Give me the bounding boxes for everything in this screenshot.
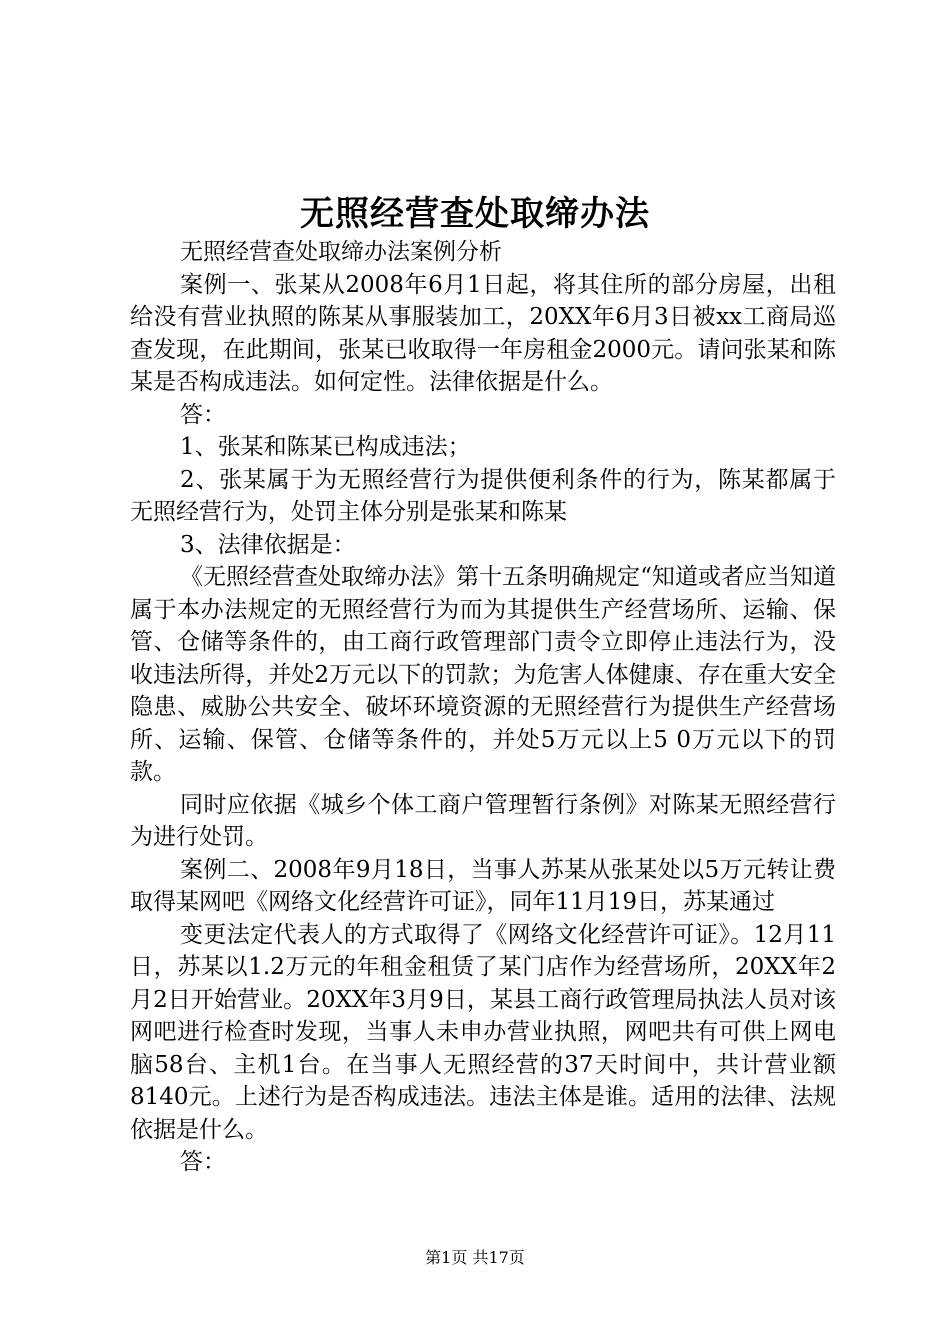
paragraph-legal-basis: 《无照经营查处取缔办法》第十五条明确规定“知道或者应当知道属于本办法规定的无照经营行为而为其提供生产经营场所、运输、保管、仓储等条件的，由工商行政管理部门责令立即停止违法行为，没收违法所得，并处2万元以下的罚款；为危害人体健康、存在重大安全隐患、威胁公共安全、破坏环境资源的无照经营行为提供生产经营场所、运输、保管、仓储等条件的，并处5万元以上5 0万元以下的罚款。: [130, 564, 836, 785]
paragraph-answer-point-2: 2、张某属于为无照经营行为提供便利条件的行为，陈某都属于无照经营行为，处罚主体分别是张某和陈某: [130, 466, 836, 525]
paragraph-answer-label: 答：: [180, 401, 226, 428]
paragraph-additional-basis: 同时应依据《城乡个体工商户管理暂行条例》对陈某无照经营行为进行处罚。: [130, 791, 836, 850]
document-title: 无照经营查处取缔办法: [300, 194, 650, 234]
page-number: 第1页 共17页: [425, 1248, 525, 1267]
paragraph-answer-point-3: 3、法律依据是：: [180, 531, 356, 558]
paragraph-answer-point-1: 1、张某和陈某已构成违法；: [180, 434, 471, 460]
paragraph-case-two-continued: 变更法定代表人的方式取得了《网络文化经营许可证》。12月11日，苏某以1.2万元的年租金租赁了某门店作为经营场所，20XX年2月2日开始营业。20XX年3月9日，某县工商行政管理局执法人员对该网吧进行检查时发现，当事人未申办营业执照，网吧共有可供上网电脑58台、主机1台。在当事人无照经营的37天时间中，共计营业额8140元。上述行为是否构成违法。违法主体是谁。适用的法律、法规依据是什么。: [130, 921, 836, 1143]
paragraph-answer-label-2: 答：: [180, 1149, 226, 1175]
document-body: [130, 236, 836, 1179]
paragraph-subtitle: 无照经营查处取缔办法案例分析: [180, 239, 502, 265]
paragraph-case-one: 案例一、张某从2008年6月1日起，将其住所的部分房屋，出租给没有营业执照的陈某从事服装加工，20XX年6月3日被xx工商局巡查发现，在此期间，张某已收取得一年房租金2000元。请问张某和陈某是否构成违法。如何定性。法律依据是什么。: [130, 271, 836, 395]
paragraph-case-two: 案例二、2008年9月18日，当事人苏某从张某处以5万元转让费取得某网吧《网络文化经营许可证》，同年11月19日，苏某通过: [130, 856, 836, 915]
